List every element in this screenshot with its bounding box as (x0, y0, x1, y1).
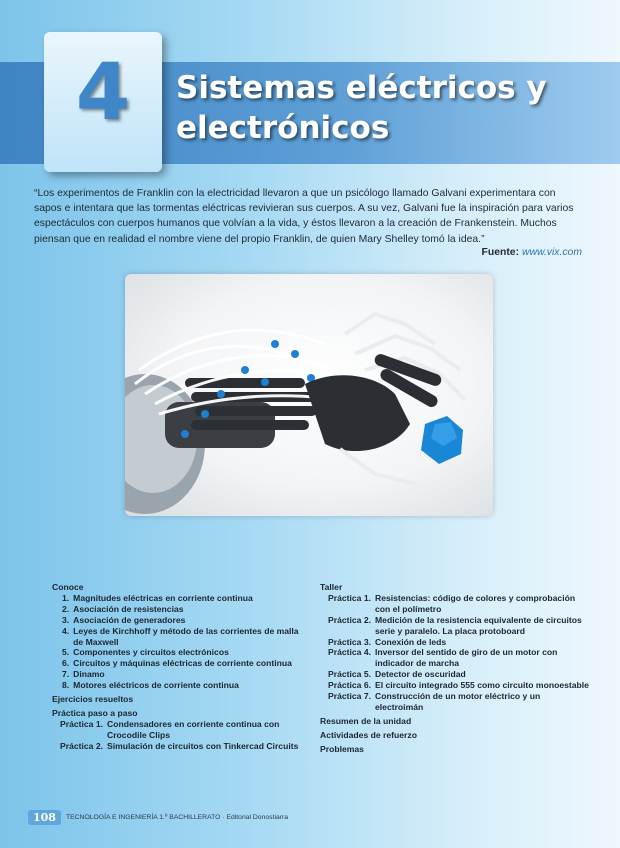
contents-right-column (320, 582, 590, 755)
toc-heading-conoce: Conoce (52, 582, 84, 592)
toc-heading-resumen: Resumen de la unidad (320, 715, 412, 726)
toc-item-number: Práctica 5. (328, 669, 371, 680)
toc-item-number: 8. (62, 680, 70, 691)
toc-item-number: Práctica 1. (328, 592, 371, 603)
toc-item (62, 593, 308, 604)
toc-item (328, 593, 590, 615)
toc-heading-taller: Taller (320, 582, 343, 592)
toc-item (62, 626, 308, 648)
toc-item-number: 3. (62, 614, 70, 625)
chapter-number-box (44, 32, 162, 172)
toc-item-text: Simulación de circuitos con Tinkercad Circuits (107, 740, 299, 751)
toc-item (62, 604, 308, 615)
source-link[interactable]: www.vix.com (521, 247, 582, 258)
toc-item (60, 719, 308, 741)
toc-item (60, 741, 308, 752)
toc-item-number: 5. (62, 647, 70, 658)
chapter-number: 4 (75, 48, 131, 138)
toc-item (62, 669, 308, 680)
toc-item-text: Circuitos y máquinas eléctricas de corriente continua (73, 658, 292, 669)
toc-item-number: Práctica 2. (60, 740, 103, 751)
toc-item (328, 637, 590, 648)
toc-item-number: Práctica 1. (60, 718, 103, 729)
toc-item-text: Dinamo (73, 669, 105, 680)
toc-heading-problemas: Problemas (320, 743, 364, 754)
source-label: Fuente: (481, 247, 520, 258)
chapter-title (176, 68, 596, 148)
toc-item-text: Construcción de un motor eléctrico y un electroimán (375, 691, 541, 712)
toc-item-text: Componentes y circuitos electrónicos (73, 647, 229, 658)
quote-source (482, 247, 582, 258)
toc-item (328, 669, 590, 680)
toc-item-number: 1. (62, 592, 70, 603)
chapter-title-line2: electrónicos (176, 110, 390, 146)
toc-item-number: Práctica 7. (328, 691, 371, 702)
toc-item-number: 2. (62, 603, 70, 614)
toc-item-text: Inversor del sentido de giro de un motor con indicador de marcha (375, 647, 558, 669)
toc-item (328, 680, 590, 691)
intro-quote: “Los experimentos de Franklin con la electricidad llevaron a que un psicólogo llamado Galvani experimentara con sapos e intentara que las tormentas eléctricas revivieran sus cuerpos. A su vez, Galvani fue la inspiración para varios espectáculos con cuerpos humanos que volvían a la vida, y éstos llevaron a la creación de Frankenstein. Muchos piensan que en realidad el nombre viene del propio Franklin, de quien Mary Shelley tomó la idea.” (34, 188, 574, 245)
toc-heading-actividades: Actividades de refuerzo (320, 729, 417, 740)
toc-item-text: Magnitudes eléctricas en corriente continua (73, 592, 253, 603)
robotic-hand-illustration (125, 274, 493, 516)
toc-item-number: Práctica 2. (328, 614, 371, 625)
toc-item-text: Asociación de resistencias (73, 603, 184, 614)
toc-item-number: Práctica 3. (328, 636, 371, 647)
toc-item-number: Práctica 6. (328, 680, 371, 691)
toc-item (62, 680, 308, 691)
toc-item (328, 647, 590, 669)
chapter-title-line1: Sistemas eléctricos y (176, 70, 547, 106)
page-number: 108 (28, 810, 61, 825)
toc-item-text: Medición de la resistencia equivalente de circuitos serie y paralelo. La placa protoboard (375, 614, 582, 636)
toc-item-text: Asociación de generadores (73, 614, 186, 625)
toc-heading-ejercicios: Ejercicios resueltos (52, 694, 134, 705)
contents-left-column (52, 582, 308, 752)
toc-item-number: 4. (62, 625, 70, 636)
robotic-hand-photo (125, 274, 493, 516)
toc-item (62, 647, 308, 658)
toc-item-text: Condensadores en corriente continua con Crocodile Clips (107, 718, 280, 740)
toc-item-number: 7. (62, 669, 70, 680)
toc-item-number: 6. (62, 658, 70, 669)
toc-item-text: El circuito integrado 555 como circuito monoestable (375, 680, 589, 691)
toc-item-text: Resistencias: código de colores y comprobación con el polímetro (375, 592, 576, 614)
toc-item-text: Leyes de Kirchhoff y método de las corrientes de malla de Maxwell (73, 625, 299, 647)
toc-item (62, 615, 308, 626)
toc-item-text: Detector de oscuridad (375, 669, 466, 680)
footer-text: TECNOLOGÍA E INGENIERÍA 1.º BACHILLERATO · Editorial Donostiarra (65, 813, 289, 821)
toc-heading-practica: Práctica paso a paso (52, 707, 138, 718)
toc-item-text: Conexión de leds (375, 636, 447, 647)
toc-item (62, 658, 308, 669)
toc-item (328, 615, 590, 637)
page-footer (28, 809, 288, 825)
toc-item-number: Práctica 4. (328, 647, 371, 658)
toc-item (328, 691, 590, 713)
toc-item-text: Motores eléctricos de corriente continua (73, 680, 239, 691)
